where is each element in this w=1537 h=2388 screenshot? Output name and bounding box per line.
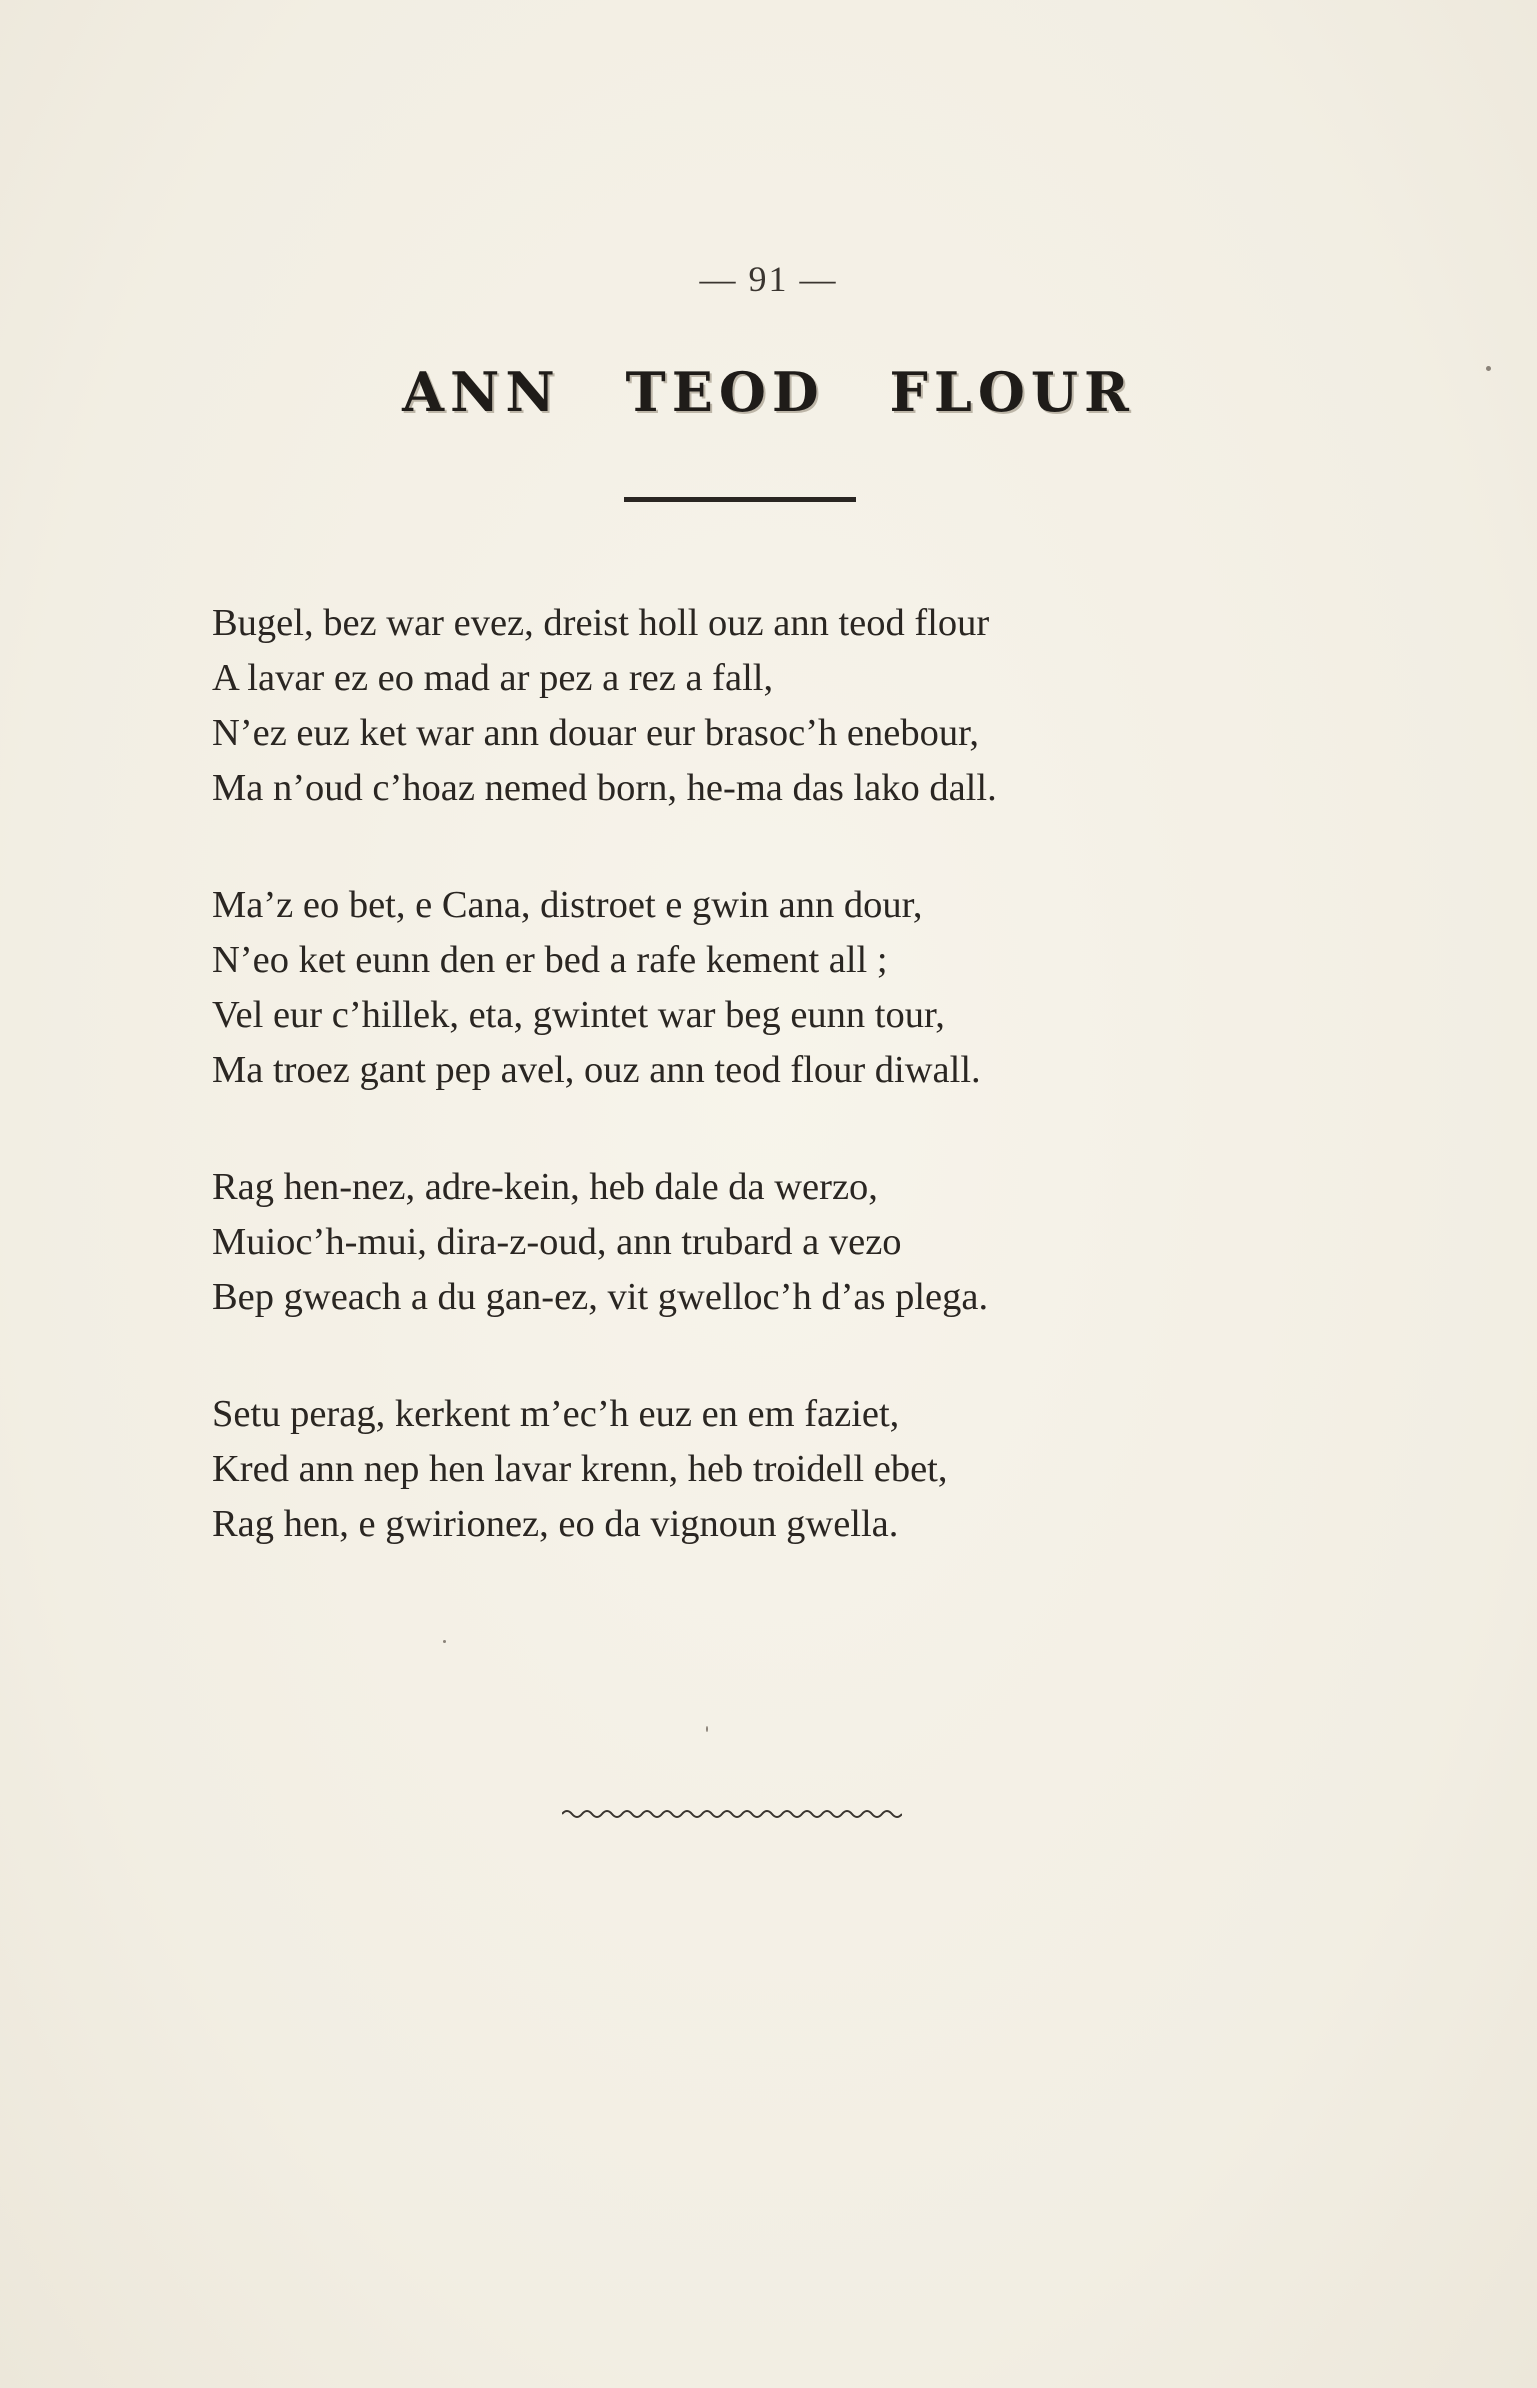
poem-body — [212, 596, 1292, 1614]
poem-line: Kred ann nep hen lavar krenn, heb troidell ebet, — [212, 1448, 948, 1490]
poem-line: Bugel, bez war evez, dreist holl ouz ann teod flour — [212, 602, 990, 644]
poem-line: Rag hen, e gwirionez, eo da vignoun gwella. — [212, 1503, 899, 1545]
poem-line: Ma’z eo bet, e Cana, distroet e gwin ann dour, — [212, 884, 923, 926]
paper-speck — [706, 1726, 708, 1732]
wavy-line-ornament — [562, 1806, 902, 1822]
poem-line: Vel eur c’hillek, eta, gwintet war beg eunn tour, — [212, 994, 945, 1036]
poem-line: N’ez euz ket war ann douar eur brasoc’h enebour, — [212, 712, 980, 754]
stanza-3 — [212, 1160, 1292, 1325]
poem-line: Rag hen-nez, adre-kein, heb dale da werzo, — [212, 1166, 878, 1208]
page-number: — 91 — — [699, 259, 838, 299]
poem-line: Ma troez gant pep avel, ouz ann teod flour diwall. — [212, 1049, 981, 1091]
paper-speck — [1486, 366, 1491, 371]
poem-line: Bep gweach a du gan-ez, vit gwelloc’h d’as plega. — [212, 1276, 989, 1318]
title-rule — [624, 497, 856, 502]
poem-title: ANN TEOD FLOUR — [402, 360, 1135, 424]
stanza-1 — [212, 596, 1292, 816]
poem-line: A lavar ez eo mad ar pez a rez a fall, — [212, 657, 774, 699]
poem-line: N’eo ket eunn den er bed a rafe kement all ; — [212, 939, 888, 981]
stanza-2 — [212, 878, 1292, 1098]
poem-line: Ma n’oud c’hoaz nemed born, he-ma das lako dall. — [212, 767, 997, 809]
paper-speck — [443, 1640, 446, 1643]
poem-line: Setu perag, kerkent m’ec’h euz en em faziet, — [212, 1393, 900, 1435]
stanza-4 — [212, 1387, 1292, 1552]
poem-line: Muioc’h-mui, dira-z-oud, ann trubard a vezo — [212, 1221, 902, 1263]
